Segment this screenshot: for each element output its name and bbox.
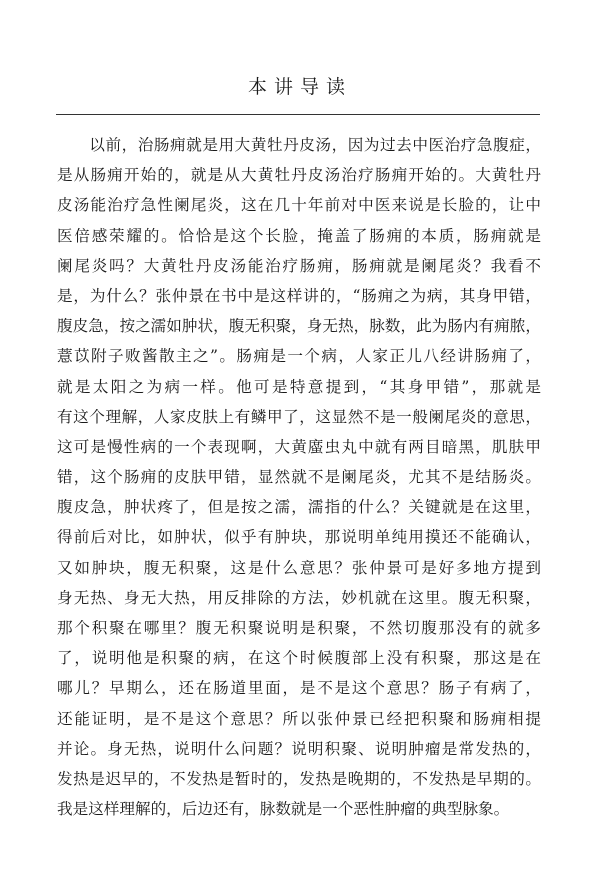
text-line: 那个积聚在哪里？腹无积聚说明是积聚，不然切腹那没有的就多 (57, 619, 541, 637)
text-line: 哪儿？早期么，还在肠道里面，是不是这个意思？肠子有病了， (57, 679, 541, 698)
text-line: 并论。身无热，说明什么问题？说明积聚、说明肿瘤是常发热的， (57, 739, 541, 758)
text-line: 医倍感荣耀的。恰恰是这个长脸，掩盖了肠痈的本质，肠痈就是 (57, 226, 541, 245)
text-line: 发热是迟早的，不发热是暂时的，发热是晚期的，不发热是早期的。 (57, 769, 541, 788)
text-line: 得前后对比，如肿状，似乎有肿块，那说明单纯用摸还不能确认， (57, 528, 541, 547)
text-line: 阑尾炎吗？大黄牡丹皮汤能治疗肠痈，肠痈就是阑尾炎？我看不 (57, 256, 541, 275)
text-line: 这可是慢性病的一个表现啊，大黄䗪虫丸中就有两目暗黑，肌肤甲 (57, 437, 541, 456)
text-line: 有这个理解，人家皮肤上有鳞甲了，这显然不是一般阑尾炎的意思， (57, 407, 541, 426)
text-line: 以前，治肠痈就是用大黄牡丹皮汤，因为过去中医治疗急腹症， (57, 136, 541, 154)
text-line: 错，这个肠痈的皮肤甲错，显然就不是阑尾炎，尤其不是结肠炎。 (57, 468, 541, 487)
text-line: 了，说明他是积聚的病，在这个时候腹部上没有积聚，那这是在 (57, 649, 541, 668)
page-title: 本讲导读 (247, 76, 352, 98)
text-line: 是，为什么？张仲景在书中是这样讲的，“肠痈之为病，其身甲错， (57, 286, 541, 305)
text-line: 皮汤能治疗急性阑尾炎，这在几十年前对中医来说是长脸的，让中 (57, 196, 541, 215)
text-line: 又如肿块，腹无积聚，这是什么意思？张仲景可是好多地方提到 (57, 558, 541, 577)
text-line: 薏苡附子败酱散主之”。肠痈是一个病，人家正儿八经讲肠痈了， (57, 347, 541, 366)
text-line: 腹皮急，肿状疼了，但是按之濡，濡指的什么？关键就是在这里， (57, 498, 541, 517)
text-line: 我是这样理解的，后边还有，脉数就是一个恶性肿瘤的典型脉象。 (57, 800, 510, 819)
text-line: 就是太阳之为病一样。他可是特意提到，“其身甲错”，那就是 (57, 377, 541, 396)
text-line: 还能证明，是不是这个意思？所以张仲景已经把积聚和肠痈相提 (57, 709, 541, 728)
text-line: 身无热、身无大热，用反排除的方法，妙机就在这里。腹无积聚， (57, 588, 541, 607)
text-line: 是从肠痈开始的，就是从大黄牡丹皮汤治疗肠痈开始的。大黄牡丹 (57, 166, 541, 185)
text-line: 腹皮急，按之濡如肿状，腹无积聚，身无热，脉数，此为肠内有痈脓， (57, 317, 541, 336)
body-text (57, 130, 541, 824)
title-divider (56, 114, 540, 115)
